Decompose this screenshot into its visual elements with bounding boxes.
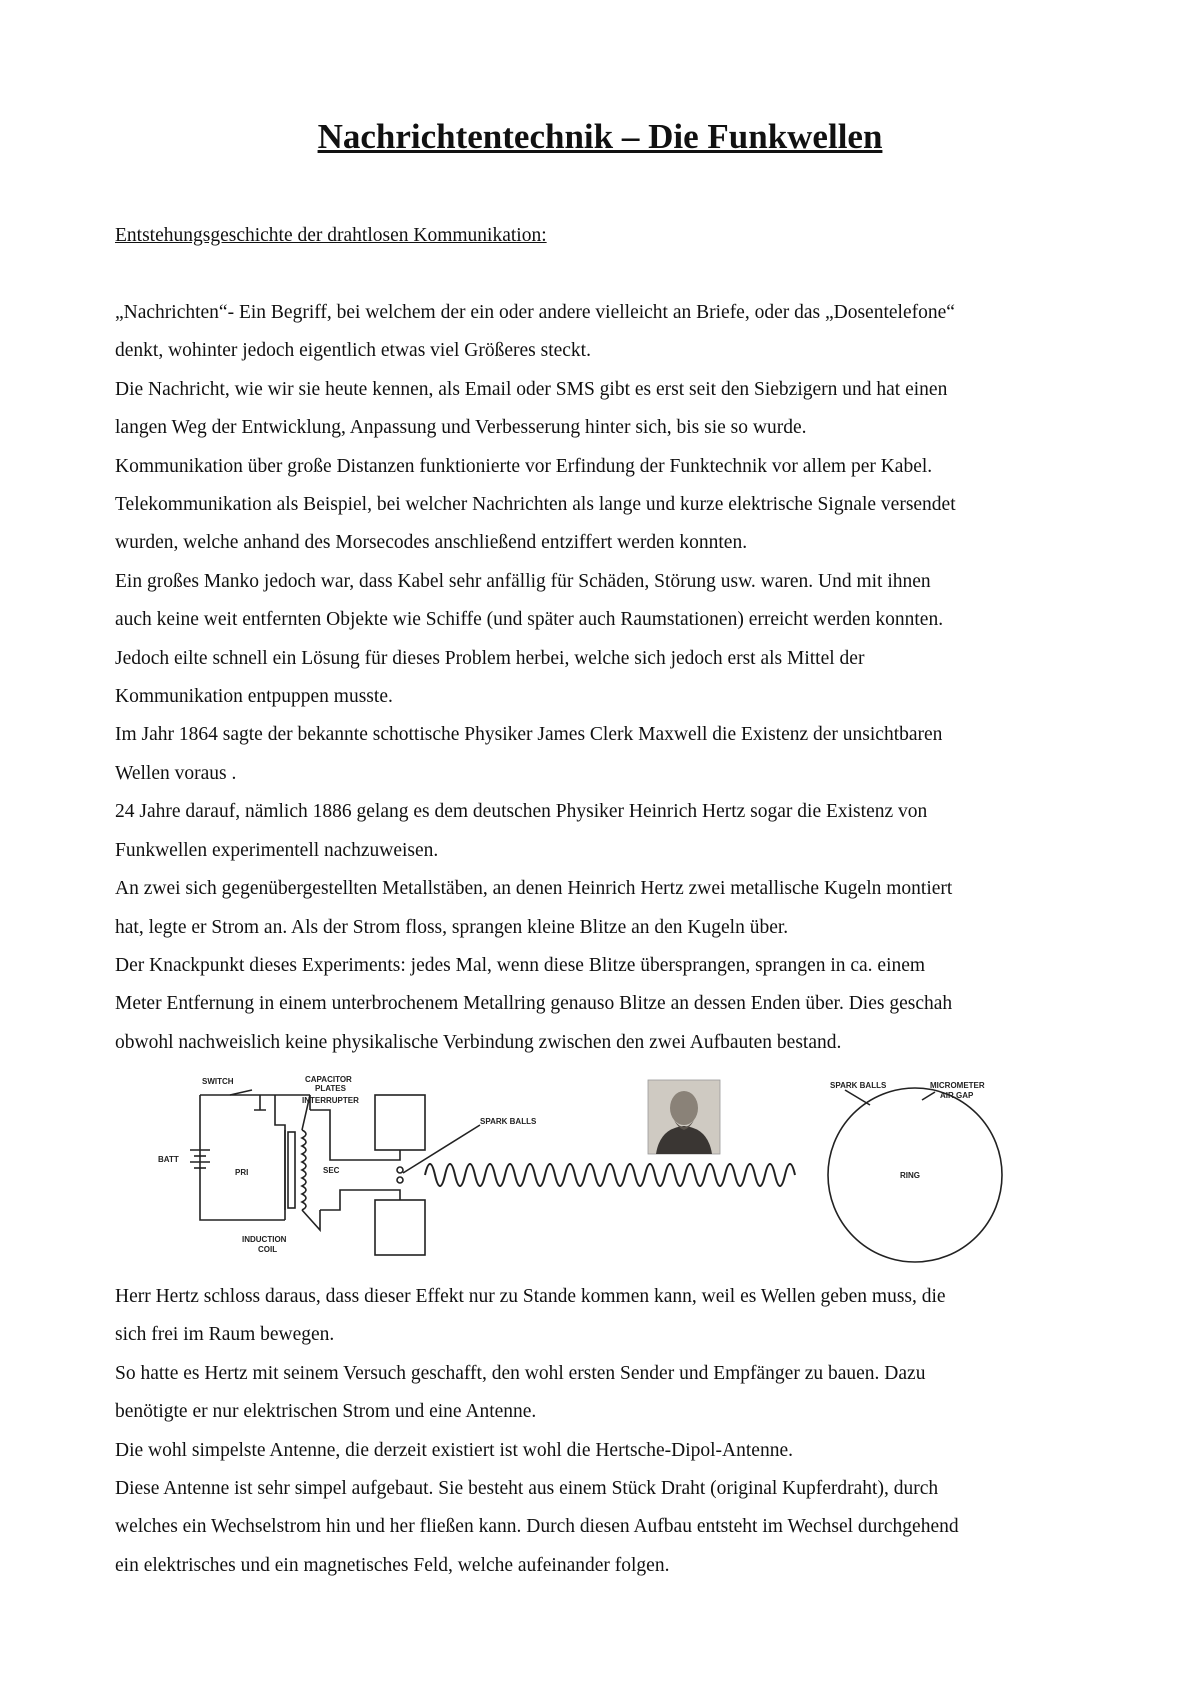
label-spark-balls-left: SPARK BALLS bbox=[480, 1117, 537, 1126]
label-coil: COIL bbox=[258, 1245, 278, 1254]
text-line: „Nachrichten“- Ein Begriff, bei welchem der ein oder andere vielleicht an Briefe, oder das „Dosentelefone“ bbox=[115, 302, 955, 323]
label-pri: PRI bbox=[235, 1168, 249, 1177]
text-line: Kommunikation über große Distanzen funktionierte vor Erfindung der Funktechnik vor allem per Kabel. bbox=[115, 455, 933, 477]
text-line: hat, legte er Strom an. Als der Strom floss, sprangen kleine Blitze an den Kugeln über. bbox=[115, 916, 789, 938]
diagram-svg bbox=[158, 1070, 1080, 1270]
hertz-experiment-diagram bbox=[158, 1070, 1080, 1270]
text-line: Meter Entfernung in einem unterbrochenem Metallring genauso Blitze an dessen Enden über. Dies geschah bbox=[115, 993, 953, 1015]
text-line: Herr Hertz schloss daraus, dass dieser Effekt nur zu Stande kommen kann, weil es Wellen geben muss, die bbox=[115, 1286, 946, 1307]
label-batt: BATT bbox=[158, 1155, 179, 1164]
spark-ball-bottom bbox=[397, 1177, 403, 1183]
label-micrometer: MICROMETER bbox=[930, 1081, 985, 1090]
label-sec: SEC bbox=[323, 1166, 340, 1175]
text-line: An zwei sich gegenübergestellten Metallstäben, an denen Heinrich Hertz zwei metallische Kugeln montiert bbox=[115, 878, 953, 900]
text-line: ein elektrisches und ein magnetisches Feld, welche aufeinander folgen. bbox=[115, 1554, 670, 1576]
capacitor-plate-bottom bbox=[375, 1200, 425, 1255]
secondary-wire-top bbox=[310, 1110, 400, 1160]
capacitor-plate-top bbox=[375, 1095, 425, 1150]
label-plates: PLATES bbox=[315, 1084, 346, 1093]
label-capacitor: CAPACITOR bbox=[305, 1075, 352, 1084]
text-line: langen Weg der Entwicklung, Anpassung und Verbesserung hinter sich, bis sie so wurde. bbox=[115, 417, 807, 439]
spark-ball-top bbox=[397, 1167, 403, 1173]
text-line: Diese Antenne ist sehr simpel aufgebaut. Sie besteht aus einem Stück Draht (original Kupferdraht), durch bbox=[115, 1478, 939, 1500]
label-interrupter: INTERRUPTER bbox=[302, 1096, 359, 1105]
portrait-heinrich-hertz bbox=[648, 1080, 720, 1154]
secondary-coil bbox=[302, 1130, 306, 1210]
section-heading: Entstehungsgeschichte der drahtlosen Kommunikation: bbox=[115, 225, 547, 246]
text-line: Der Knackpunkt dieses Experiments: jedes Mal, wenn diese Blitze übersprangen, sprangen in ca. einem bbox=[115, 954, 926, 976]
text-line: 24 Jahre darauf, nämlich 1886 gelang es dem deutschen Physiker Heinrich Hertz sogar die Existenz von bbox=[115, 801, 928, 823]
text-line: denkt, wohinter jedoch eigentlich etwas viel Größeres steckt. bbox=[115, 340, 591, 362]
text-line: So hatte es Hertz mit seinem Versuch geschafft, den wohl ersten Sender und Empfänger zu bauen. Dazu bbox=[115, 1362, 926, 1384]
text-line: Die Nachricht, wie wir sie heute kennen, als Email oder SMS gibt es erst seit den Siebzigern und hat einen bbox=[115, 378, 948, 400]
text-line: Jedoch eilte schnell ein Lösung für dieses Problem herbei, welche sich jedoch erst als Mittel der bbox=[115, 647, 865, 669]
text-line: welches ein Wechselstrom hin und her fließen kann. Durch diesen Aufbau entsteht im Wechsel durchgehend bbox=[115, 1516, 959, 1538]
text-line: Im Jahr 1864 sagte der bekannte schottische Physiker James Clerk Maxwell die Existenz der unsichtbaren bbox=[115, 724, 943, 746]
text-line: Kommunikation entpuppen musste. bbox=[115, 686, 393, 708]
label-spark-balls-right: SPARK BALLS bbox=[830, 1081, 887, 1090]
text-line: wurden, welche anhand des Morsecodes anschließend entziffert werden konnten. bbox=[115, 532, 748, 554]
primary-circuit-wire bbox=[200, 1095, 310, 1220]
label-induction: INDUCTION bbox=[242, 1235, 287, 1244]
text-line: Die wohl simpelste Antenne, die derzeit existiert ist wohl die Hertsche-Dipol-Antenne. bbox=[115, 1439, 793, 1461]
text-line: obwohl nachweislich keine physikalische Verbindung zwischen den zwei Aufbauten bestand. bbox=[115, 1031, 842, 1053]
paragraph-block-1 bbox=[115, 294, 1095, 1062]
radio-wave bbox=[425, 1164, 795, 1186]
text-line: Funkwellen experimentell nachzuweisen. bbox=[115, 839, 439, 861]
interrupter-wire bbox=[275, 1095, 285, 1220]
label-ring: RING bbox=[900, 1171, 920, 1180]
text-line: Ein großes Manko jedoch war, dass Kabel sehr anfällig für Schäden, Störung usw. waren. Und mit ihnen bbox=[115, 570, 931, 592]
page-title: Nachrichtentechnik – Die Funkwellen bbox=[317, 117, 883, 156]
paragraph-block-2 bbox=[115, 1278, 1095, 1585]
text-line: sich frei im Raum bewegen. bbox=[115, 1324, 335, 1346]
text-line: auch keine weit entfernten Objekte wie Schiffe (und später auch Raumstationen) erreicht werden konnten. bbox=[115, 609, 944, 631]
label-air-gap: AIR GAP bbox=[940, 1091, 974, 1100]
label-switch: SWITCH bbox=[202, 1077, 234, 1086]
text-line: benötigte er nur elektrischen Strom und eine Antenne. bbox=[115, 1401, 537, 1423]
text-line: Telekommunikation als Beispiel, bei welcher Nachrichten als lange und kurze elektrische Signale versendet bbox=[115, 494, 956, 516]
text-line: Wellen voraus . bbox=[115, 762, 237, 784]
